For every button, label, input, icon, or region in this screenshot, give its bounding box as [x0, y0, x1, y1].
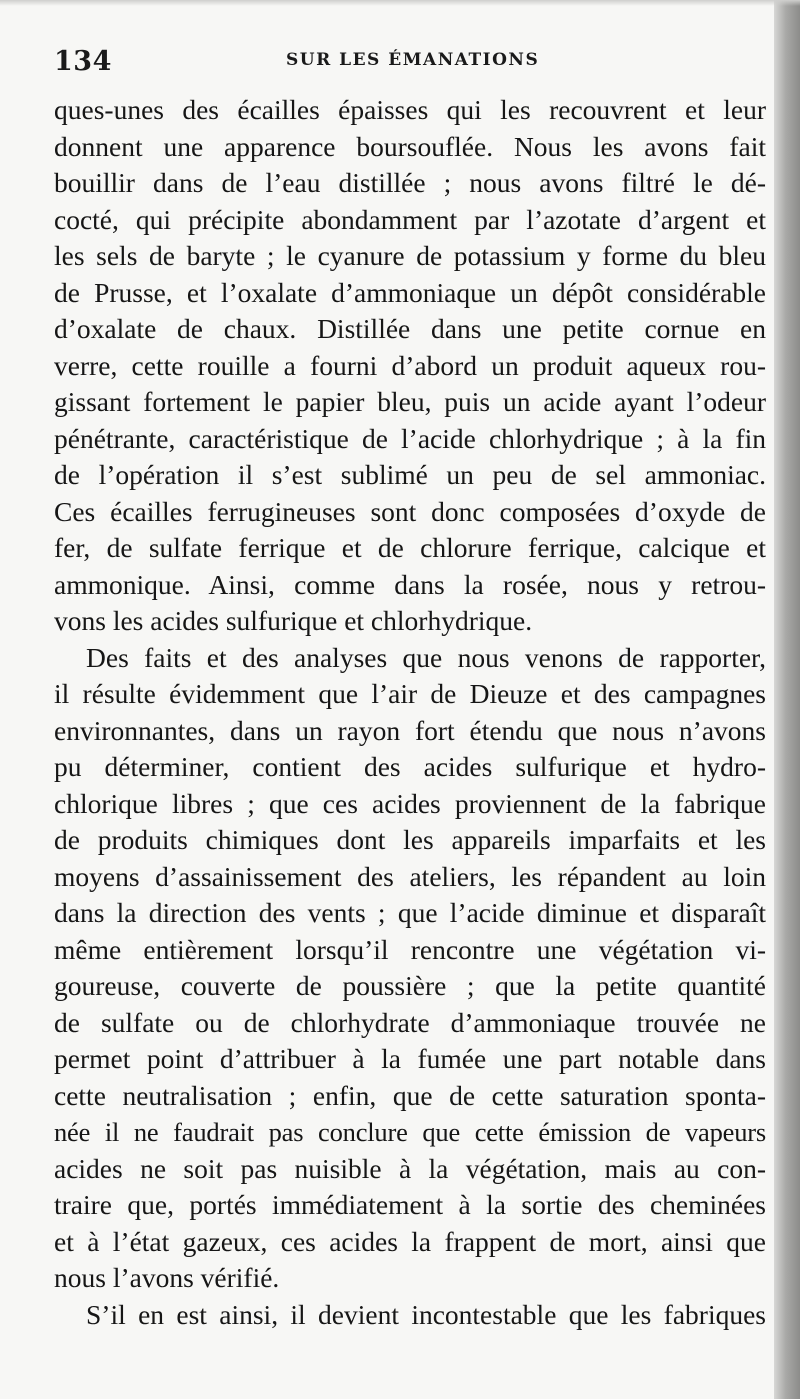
- text-line: pénétrante, caractéristique de l’acide chlorhydrique ; à la fin: [54, 422, 766, 454]
- text-line: ammonique. Ainsi, comme dans la rosée, nous y retrou-: [54, 568, 766, 600]
- text-line: de produits chimiques dont les appareils imparfaits et les: [54, 824, 766, 855]
- text-line: cocté, qui précipite abondamment par l’azotate d’argent et: [54, 203, 766, 235]
- text-line: de Prusse, et l’oxalate d’ammoniaque un dépôt considérable: [54, 276, 766, 308]
- paragraph-end-line: nous l’avons vérifié.: [54, 1262, 280, 1293]
- page-top-shadow: [0, 0, 800, 6]
- text-line: bouillir dans de l’eau distillée ; nous avons filtré le dé-: [54, 167, 766, 198]
- text-line: verre, cette rouille a fourni d’abord un produit aqueux rou-: [54, 349, 766, 381]
- text-line: moyens d’assainissement des ateliers, les répandent au loin: [54, 860, 766, 892]
- page-number: 134: [54, 46, 112, 77]
- text-line: née il ne faudrait pas conclure que cette émission de vapeurs: [54, 1117, 766, 1147]
- text-line: acides ne soit pas nuisible à la végétation, mais au con-: [54, 1152, 766, 1184]
- running-title: SUR LES ÉMANATIONS: [286, 50, 540, 70]
- paragraph-end-line: vons les acides sulfurique et chlorhydrique.: [54, 605, 533, 636]
- paragraph-start-line: S’il en est ainsi, il devient incontestable que les fabriques: [86, 1298, 766, 1330]
- text-line: Ces écailles ferrugineuses sont donc composées d’oxyde de: [54, 495, 766, 527]
- text-line: les sels de baryte ; le cyanure de potassium y forme du bleu: [54, 240, 766, 271]
- body-text: [54, 92, 766, 1333]
- text-line: traire que, portés immédiatement à la sortie des cheminées: [54, 1189, 766, 1220]
- text-line: donnent une apparence boursouflée. Nous les avons fait: [54, 130, 766, 162]
- text-line: permet point d’attribuer à la fumée une part notable dans: [54, 1043, 766, 1074]
- text-line: goureuse, couverte de poussière ; que la petite quantité: [54, 970, 766, 1001]
- text-line: il résulte évidemment que l’air de Dieuze et des campagnes: [54, 678, 766, 709]
- text-line: d’oxalate de chaux. Distillée dans une petite cornue en: [54, 313, 766, 344]
- text-line: de sulfate ou de chlorhydrate d’ammoniaque trouvée ne: [54, 1006, 766, 1038]
- running-head: [54, 40, 754, 76]
- page-edge-shadow: [774, 0, 800, 1399]
- text-line: dans la direction des vents ; que l’acide diminue et disparaît: [54, 897, 766, 928]
- paragraph-start-line: Des faits et des analyses que nous venons de rapporter,: [86, 641, 766, 673]
- text-line: environnantes, dans un rayon fort étendu que nous n’avons: [54, 714, 766, 746]
- text-line: fer, de sulfate ferrique et de chlorure ferrique, calcique et: [54, 532, 766, 563]
- text-line: même entièrement lorsqu’il rencontre une végétation vi-: [54, 933, 766, 965]
- text-line: cette neutralisation ; enfin, que de cette saturation sponta-: [54, 1079, 766, 1111]
- text-line: et à l’état gazeux, ces acides la frappent de mort, ainsi que: [54, 1225, 766, 1257]
- text-line: chlorique libres ; que ces acides proviennent de la fabrique: [54, 787, 766, 819]
- text-line: ques-unes des écailles épaisses qui les recouvrent et leur: [54, 94, 766, 125]
- text-line: de l’opération il s’est sublimé un peu de sel ammoniac.: [54, 459, 766, 490]
- text-line: pu déterminer, contient des acides sulfurique et hydro-: [54, 751, 766, 782]
- text-line: gissant fortement le papier bleu, puis un acide ayant l’odeur: [54, 386, 766, 417]
